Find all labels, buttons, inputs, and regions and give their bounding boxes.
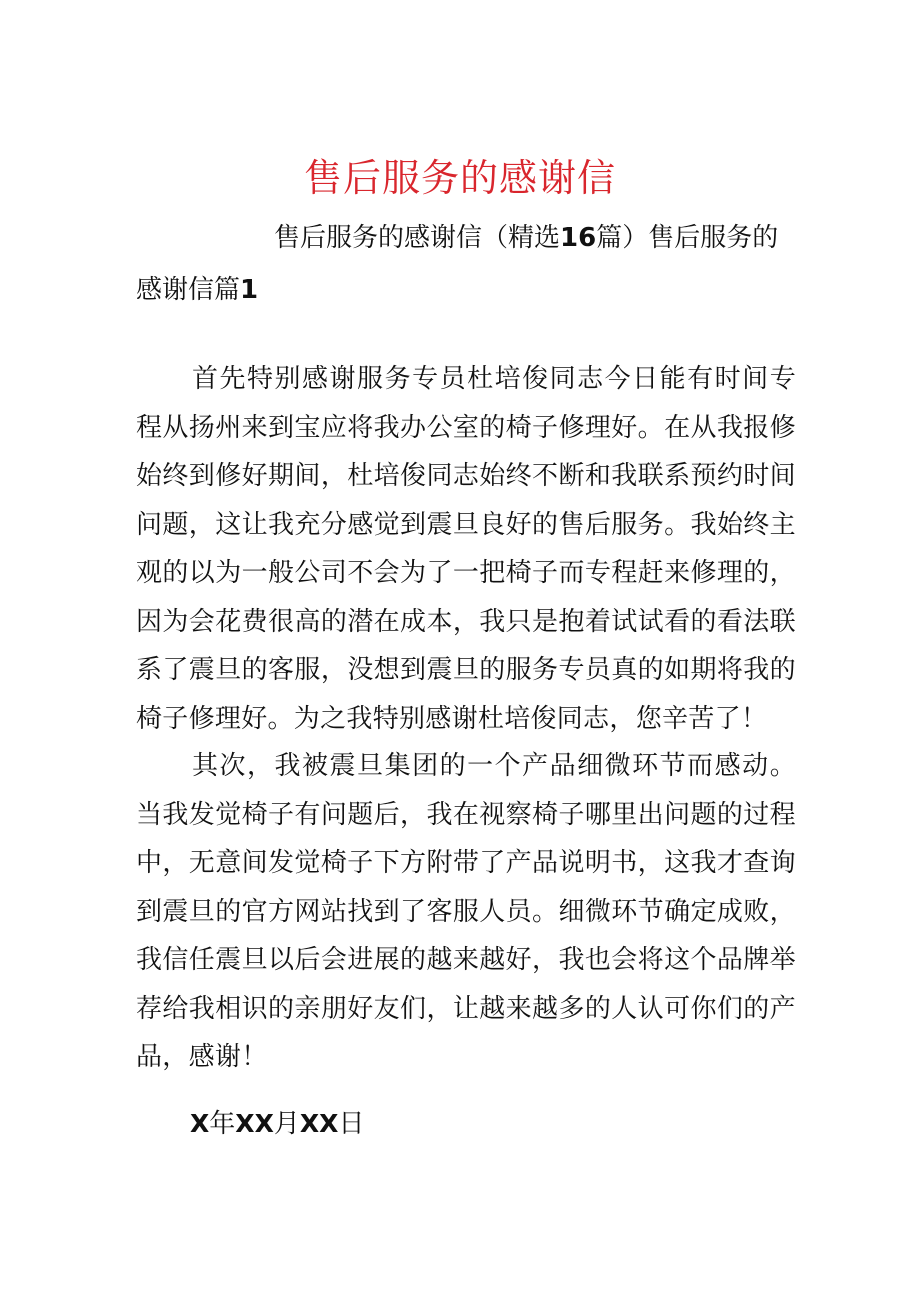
date-day-label: 日 <box>338 1109 365 1139</box>
subtitle-index: 1 <box>240 275 259 305</box>
date-day: XX <box>299 1109 339 1138</box>
date-month-label: 月 <box>273 1109 300 1139</box>
document-subtitle <box>136 212 796 316</box>
subtitle-text-2: 篇）售后服务的感谢信篇 <box>136 223 779 305</box>
date-year-label: 年 <box>209 1109 236 1139</box>
date-year: X <box>190 1109 210 1138</box>
page-title: 售后服务的感谢信 <box>303 156 616 200</box>
date-month: XX <box>235 1109 274 1138</box>
subtitle-text: 售后服务的感谢信（精选 <box>274 223 561 253</box>
letter-date <box>190 1100 364 1148</box>
subtitle-count: 16 <box>560 223 597 253</box>
paragraph-2: 其次，我被震旦集团的一个产品细微环节而感动。当我发觉椅子有问题后，我在视察椅子哪里出问题的过程中，无意间发觉椅子下方附带了产品说明书，这我才查询到震旦的官方网站找到了客服人员。细微环节确定成败，我信任震旦以后会进展的越来越好，我也会将这个品牌举荐给我相识的亲朋好友们，让越来越多的人认可你们的产品，感谢！ <box>136 751 796 1072</box>
paragraph-1: 首先特别感谢服务专员杜培俊同志今日能有时间专程从扬州来到宝应将我办公室的椅子修理好。在从我报修始终到修好期间，杜培俊同志始终不断和我联系预约时间问题，这让我充分感觉到震旦良好的售后服务。我始终主观的以为一般公司不会为了一把椅子而专程赶来修理的，因为会花费很高的潜在成本，我只是抱着试试看的看法联系了震旦的客服，没想到震旦的服务专员真的如期将我的椅子修理好。为之我特别感谢杜培俊同志，您辛苦了！ <box>136 364 796 734</box>
